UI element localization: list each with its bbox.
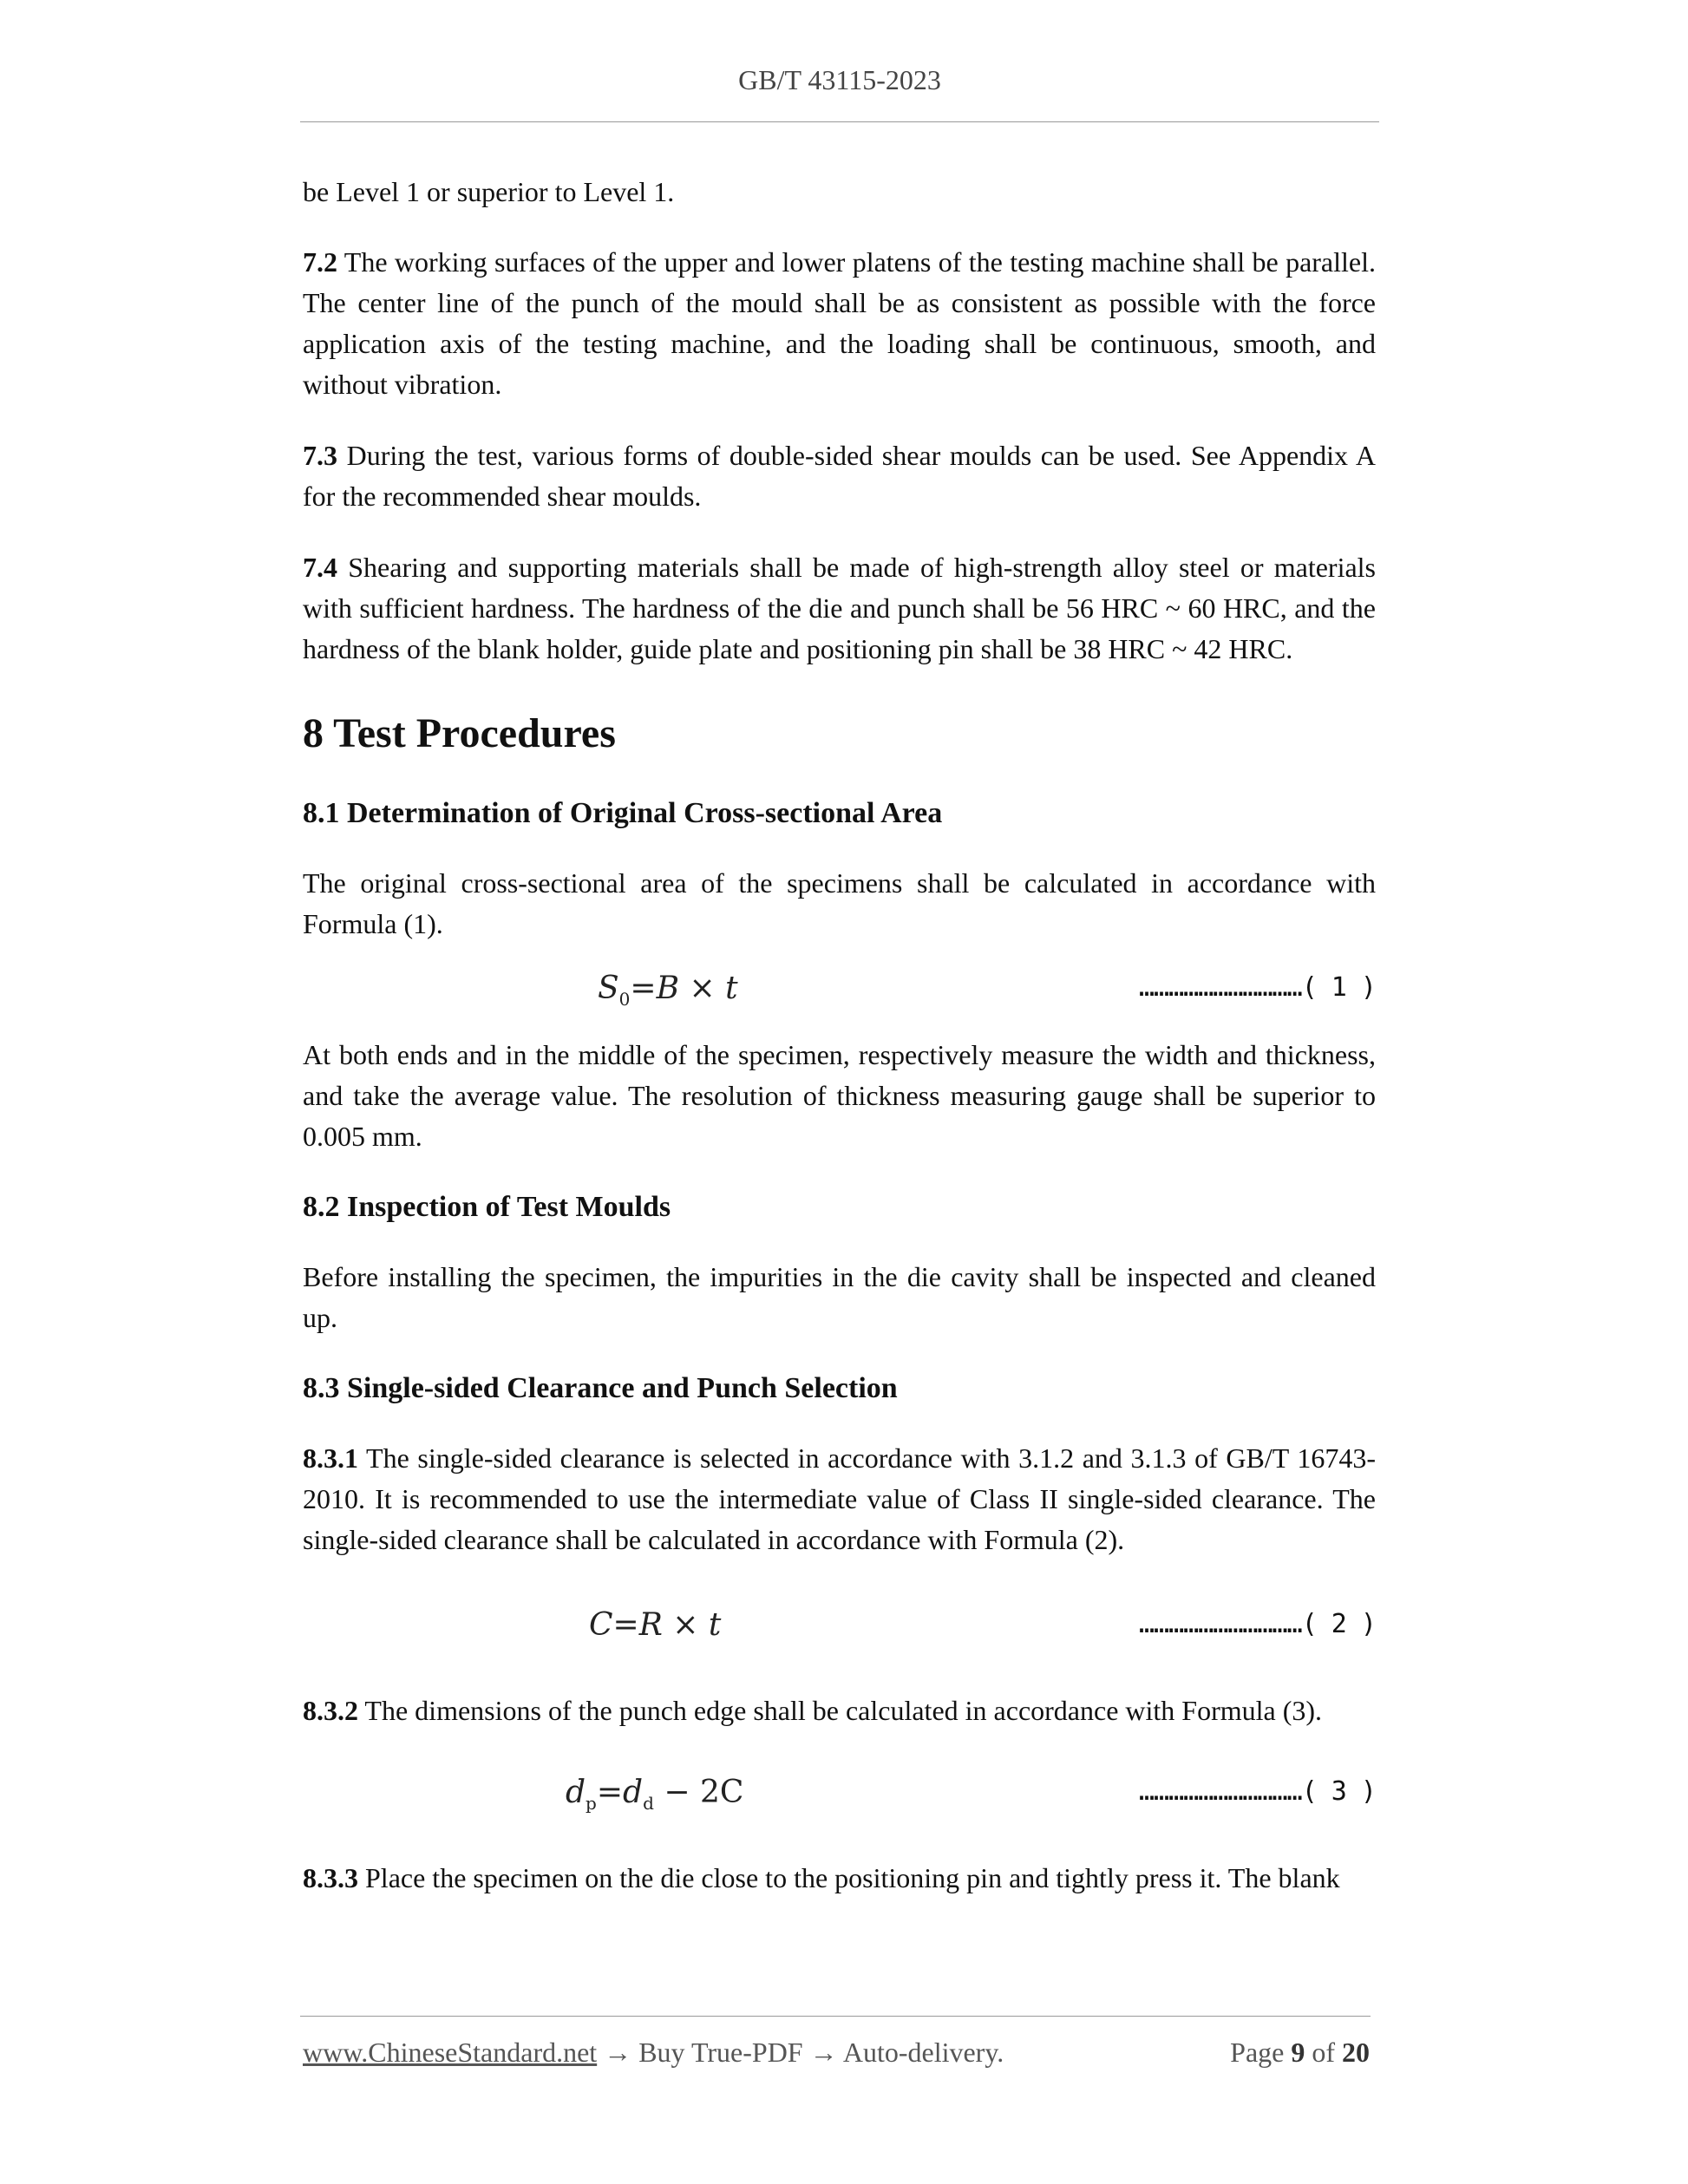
buy-pdf-text: Buy True-PDF: [638, 2037, 803, 2068]
arrow-icon: →: [597, 2037, 639, 2068]
paragraph-8-1-measurement: [303, 1035, 1376, 1157]
formula-number: ( 3 ): [1301, 1776, 1376, 1807]
formula-leader: ……………………………( 1 ): [1139, 972, 1376, 1003]
paragraph-text: Before installing the specimen, the impurities in the die cavity shall be inspected and cleaned up.: [303, 1261, 1376, 1333]
clause-text: Shearing and supporting materials shall be made of high-strength alloy steel or materials with sufficient hardness. The hardness of the die and punch shall be 56 HRC ~ 60 HRC, and the hardness of the blank holder, guide plate and positioning pin shall be 38 HRC ~ 42 HRC.: [303, 552, 1376, 664]
chapter-heading: 8 Test Procedures: [303, 710, 616, 756]
clause-number: 8.3.3: [303, 1862, 358, 1893]
formula-3: [303, 1768, 1376, 1820]
clause-8-3-1: [303, 1438, 1376, 1560]
running-header: GB/T 43115-2023: [738, 64, 941, 95]
formula-2: [303, 1600, 1376, 1652]
clause-number: 7.3: [303, 440, 337, 471]
formula-expression: $S_0=B \times t$: [598, 971, 738, 1010]
arrow-icon: →: [802, 2037, 843, 2068]
formula-expression: $d_p=d_d - 2C$: [566, 1775, 744, 1815]
header-rule: [300, 121, 1379, 122]
section-heading-8-3: 8.3 Single-sided Clearance and Punch Selection: [303, 1372, 898, 1404]
paragraph-text: At both ends and in the middle of the specimen, respectively measure the width and thickness, and take the average value. The resolution of thickness measuring gauge shall be superior to 0.005 mm.: [303, 1039, 1376, 1152]
paragraph-8-2: [303, 1257, 1376, 1338]
paragraph-text: The original cross-sectional area of the specimens shall be calculated in accordance with Formula (1).: [303, 867, 1376, 939]
auto-delivery-text: Auto-delivery.: [842, 2037, 1004, 2068]
page-number: 9: [1291, 2037, 1305, 2068]
website-link[interactable]: www.ChineseStandard.net: [303, 2037, 598, 2068]
clause-text: The dimensions of the punch edge shall be calculated in accordance with Formula (3).: [358, 1695, 1323, 1726]
clause-number: 7.4: [303, 552, 337, 583]
footer-rule: [300, 2016, 1371, 2017]
clause-8-3-3: [303, 1858, 1376, 1899]
clause-text: Place the specimen on the die close to the positioning pin and tightly press it. The blank: [358, 1862, 1340, 1893]
paragraph-continued: [303, 172, 1376, 213]
page-content: [303, 165, 1376, 1899]
clause-7-3: [303, 435, 1376, 517]
clause-number: 7.2: [303, 246, 337, 278]
paragraph-8-1: [303, 863, 1376, 945]
clause-number: 8.3.2: [303, 1695, 358, 1726]
formula-1: [303, 964, 1376, 1016]
clause-7-4: [303, 547, 1376, 670]
page-indicator: Page 9 of 20: [1230, 2037, 1370, 2068]
formula-expression: C=R × t: [589, 1607, 722, 1643]
paragraph-text: be Level 1 or superior to Level 1.: [303, 176, 675, 207]
formula-number: ( 2 ): [1301, 1609, 1376, 1639]
page-total: 20: [1342, 2037, 1370, 2068]
section-heading-8-2: 8.2 Inspection of Test Moulds: [303, 1191, 671, 1223]
section-heading-8-1: 8.1 Determination of Original Cross-sectional Area: [303, 797, 943, 829]
clause-text: During the test, various forms of double-sided shear moulds can be used. See Appendix A for the recommended shear moulds.: [303, 440, 1376, 512]
clause-text: The single-sided clearance is selected in accordance with 3.1.2 and 3.1.3 of GB/T 16743-2010. It is recommended to use the intermediate value of Class II single-sided clearance. The single-sided clearance shall be calculated in accordance with Formula (2).: [303, 1442, 1376, 1555]
clause-8-3-2: [303, 1690, 1376, 1731]
formula-leader: ……………………………( 2 ): [1139, 1609, 1376, 1639]
formula-leader: ……………………………( 3 ): [1139, 1776, 1376, 1807]
clause-number: 8.3.1: [303, 1442, 358, 1474]
page-footer: [303, 2037, 1370, 2069]
clause-text: The working surfaces of the upper and lower platens of the testing machine shall be parallel. The center line of the punch of the mould shall be as consistent as possible with the force application axis of the testing machine, and the loading shall be continuous, smooth, and without vibration.: [303, 246, 1376, 400]
formula-number: ( 1 ): [1301, 972, 1376, 1003]
clause-7-2: [303, 242, 1376, 405]
